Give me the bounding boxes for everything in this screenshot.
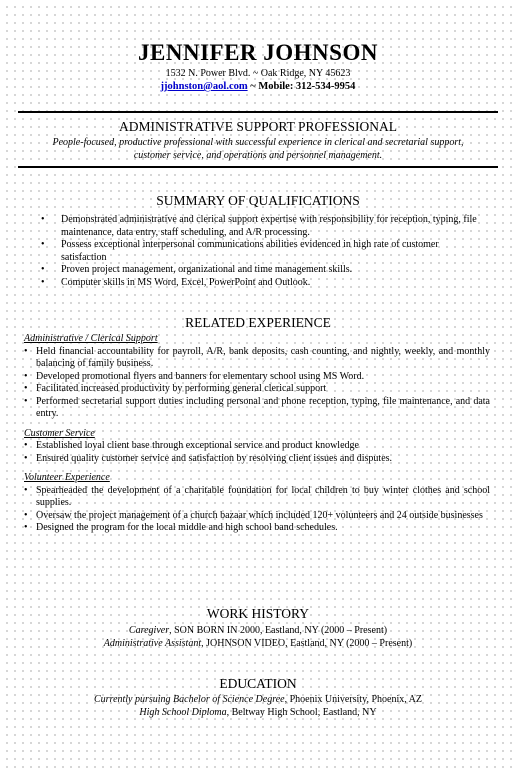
experience-section <box>0 315 516 535</box>
experience-title: RELATED EXPERIENCE <box>185 315 331 330</box>
objective-title: ADMINISTRATIVE SUPPORT PROFESSIONAL <box>119 119 397 134</box>
objective-divider <box>18 166 498 168</box>
qualifications-section <box>0 193 516 289</box>
bullet-icon: • <box>41 239 45 250</box>
bullet-icon: • <box>24 395 28 407</box>
list-item: • Established loyal client base through exceptional service and product knowledge <box>24 440 359 451</box>
bullet-icon: • <box>24 509 28 521</box>
bullet-icon: • <box>24 345 28 357</box>
work-history-title: WORK HISTORY <box>206 606 310 621</box>
list-item: • Spearheaded the development of a charitable foundation for local children to buy winter clothes and school supplies. <box>24 484 490 508</box>
bullet-icon: • <box>24 440 28 451</box>
objective-text: People-focused, productive professional with successful experience in clerical and secretarial support, customer service, and operations and personnel management. <box>52 137 464 161</box>
bullet-icon: • <box>41 214 45 225</box>
list-item: • Possess exceptional interpersonal communications abilities evidenced in high rate of customer satisfaction <box>41 239 439 263</box>
experience-subheading-admin: Administrative / Clerical Support <box>24 333 158 344</box>
list-item: • Performed secretarial support duties including personal and phone reception, typing, file maintenance, and data entry. <box>24 395 490 419</box>
list-item: • Designed the program for the local middle and high school band schedules. <box>24 522 338 533</box>
education-title: EDUCATION <box>219 676 297 691</box>
work-history-entry: Administrative Assistant, JOHNSON VIDEO, Eastland, NY (2000 – Present) <box>103 637 413 649</box>
list-item: • Ensured quality customer service and satisfaction by resolving client issues and disputes. <box>24 452 393 464</box>
candidate-name: JENNIFER JOHNSON <box>138 40 378 65</box>
bullet-icon: • <box>24 383 28 394</box>
experience-subheading-customer: Customer Service <box>24 427 95 439</box>
qualifications-title: SUMMARY OF QUALIFICATIONS <box>156 193 360 208</box>
list-item: • Proven project management, organizational and time management skills. <box>41 264 353 275</box>
bullet-icon: • <box>24 484 28 496</box>
list-item: • Oversaw the project management of a church bazaar which included 120+ volunteers and 24 outside businesses <box>24 509 483 521</box>
bullet-icon: • <box>41 276 45 288</box>
bullet-icon: • <box>41 264 45 275</box>
bullet-icon: • <box>24 452 28 464</box>
objective-section <box>0 119 516 162</box>
list-item: • Facilitated increased productivity by performing general clerical support <box>24 383 327 394</box>
education-entry: High School Diploma, Beltway High School, Eastland, NY <box>139 706 377 718</box>
list-item: • Developed promotional flyers and banners for elementary school using MS Word. <box>24 370 365 382</box>
work-history-entry: Caregiver, SON BORN IN 2000, Eastland, NY (2000 – Present) <box>128 625 388 636</box>
top-divider <box>18 111 498 113</box>
bullet-icon: • <box>24 370 28 382</box>
candidate-address: 1532 N. Power Blvd. ~ Oak Ridge, NY 45623 <box>165 68 351 79</box>
volunteer-experience-list <box>0 485 516 535</box>
email-link[interactable]: jjohnston@aol.com <box>160 81 248 92</box>
work-history-section <box>0 606 516 650</box>
mobile-number: ~ Mobile: 312-534-9954 <box>247 81 356 92</box>
list-item: • Demonstrated administrative and clerical support expertise with responsibility for reception, typing, file maintenance, data entry, staff scheduling, and A/R processing. <box>41 214 477 238</box>
education-section <box>0 676 516 719</box>
contact-line <box>0 80 516 93</box>
list-item: • Held financial accountability for payroll, A/R, bank deposits, cash counting, and nightly, weekly, and monthly balancing of family business. <box>24 345 490 369</box>
admin-experience-list <box>0 346 516 421</box>
customer-service-list <box>0 440 516 465</box>
experience-subheading-volunteer: Volunteer Experience <box>24 472 110 483</box>
bullet-icon: • <box>24 522 28 533</box>
list-item: • Computer skills in MS Word, Excel, PowerPoint and Outlook. <box>41 276 311 288</box>
education-entry: Currently pursuing Bachelor of Science Degree, Phoenix University, Phoenix, AZ <box>93 694 422 705</box>
qualifications-list <box>0 214 516 289</box>
resume-header <box>0 40 516 93</box>
